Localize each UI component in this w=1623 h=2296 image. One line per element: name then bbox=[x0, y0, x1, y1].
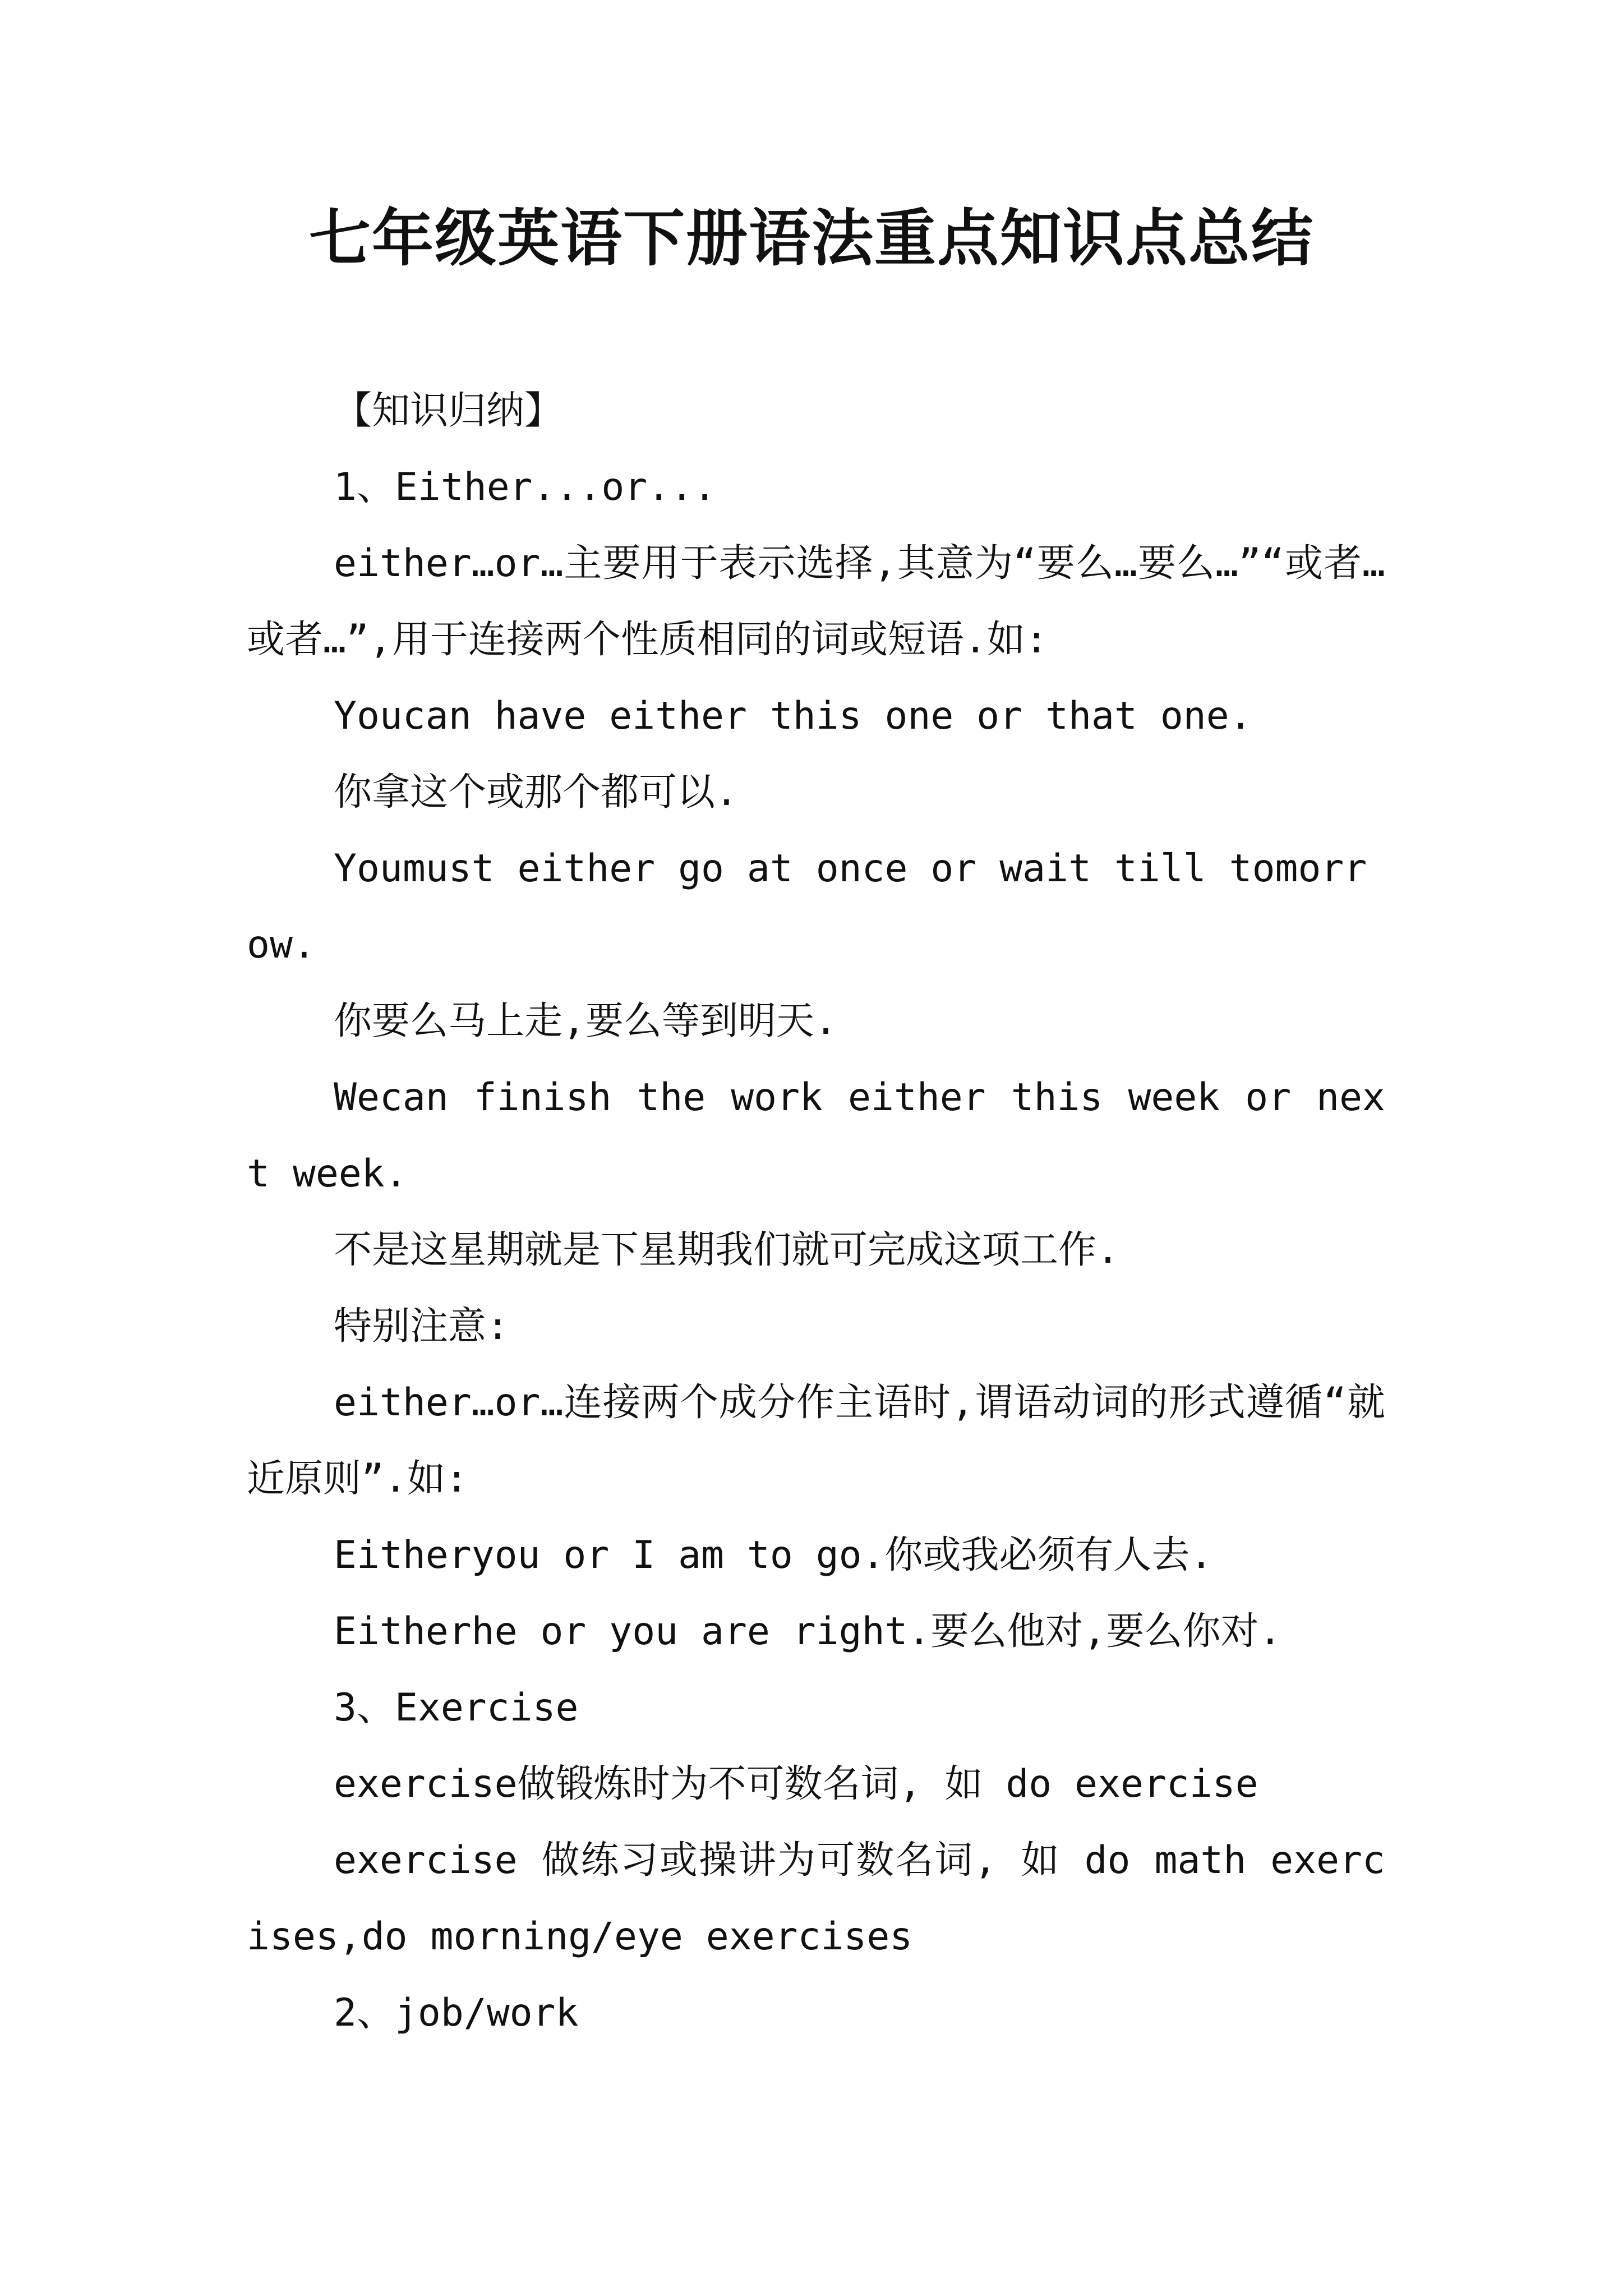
document-body bbox=[247, 373, 1385, 2051]
example-sentence: Eitheryou or I am to go.你或我必须有人去. bbox=[334, 1533, 1213, 1577]
item-heading: 3、Exercise bbox=[334, 1686, 579, 1730]
paragraph: exercise 做练习或操讲为可数名词, 如 do math exercises,do morning/eye exercises bbox=[247, 1838, 1385, 1959]
example-sentence: Wecan finish the work either this week or next week. bbox=[247, 1075, 1385, 1196]
note-heading: 特别注意: bbox=[334, 1304, 509, 1349]
document-title: 七年级英语下册语法重点知识点总结 bbox=[309, 202, 1314, 274]
paragraph: exercise做锻炼时为不可数名词, 如 do exercise bbox=[334, 1762, 1258, 1806]
section-heading: 【知识归纳】 bbox=[334, 389, 563, 433]
example-translation: 你拿这个或那个都可以. bbox=[334, 770, 738, 815]
example-sentence: Eitherhe or you are right.要么他对,要么你对. bbox=[334, 1609, 1282, 1654]
example-translation: 不是这星期就是下星期我们就可完成这项工作. bbox=[334, 1228, 1119, 1272]
example-sentence: Youcan have either this one or that one. bbox=[334, 694, 1252, 738]
paragraph: either…or…主要用于表示选择,其意为“要么…要么…”“或者…或者…”,用于连接两个性质相同的词或短语.如: bbox=[247, 541, 1385, 662]
example-translation: 你要么马上走,要么等到明天. bbox=[334, 999, 837, 1043]
item-heading: 2、job/work bbox=[334, 1991, 579, 2035]
example-sentence: Youmust either go at once or wait till tomorrow. bbox=[247, 846, 1367, 967]
paragraph: either…or…连接两个成分作主语时,谓语动词的形式遵循“就近原则”.如: bbox=[247, 1381, 1385, 1501]
item-heading: 1、Either...or... bbox=[334, 465, 717, 509]
